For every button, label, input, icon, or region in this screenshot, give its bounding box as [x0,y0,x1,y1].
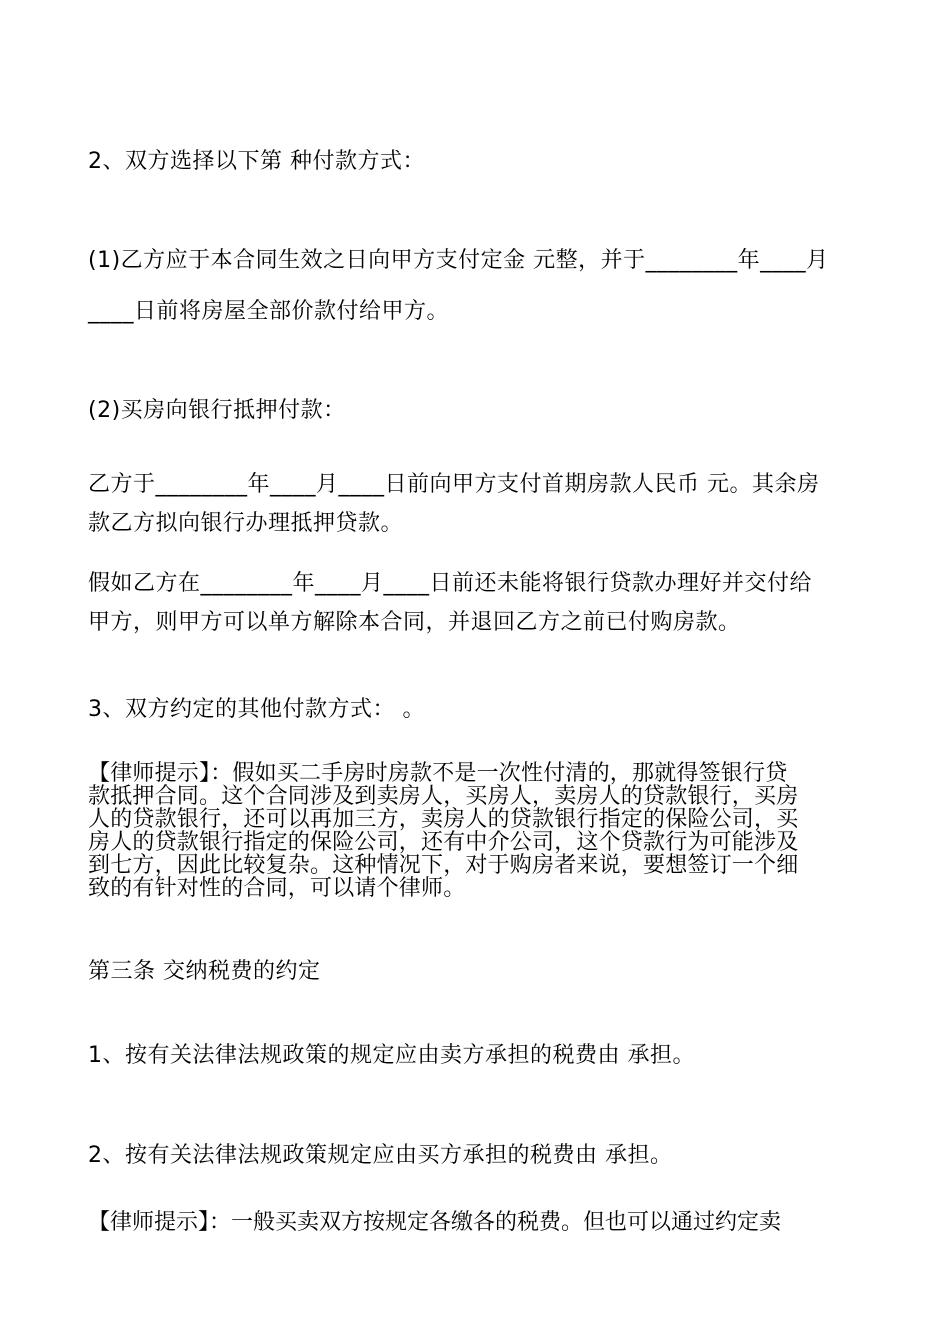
option-1-line-1: (1)乙方应于本合同生效之日向甲方支付定金 元整，并于________年____月 [88,248,829,273]
lawyer-tip-1-line: 【律师提示】：假如买二手房时房款不是一次性付清的，那就得签银行贷 [88,761,788,786]
lawyer-tip-2: 【律师提示】：一般买卖双方按规定各缴各的税费。但也可以通过约定卖 [88,1210,782,1235]
article-3-heading: 第三条 交纳税费的约定 [88,959,321,984]
option-2-line-4: 甲方，则甲方可以单方解除本合同，并退回乙方之前已付购房款。 [88,610,741,635]
lawyer-tip-1-line: 致的有针对性的合同，可以请个律师。 [88,876,466,901]
lawyer-tip-1-line: 房人的贷款银行指定的保险公司，还有中介公司，这个贷款行为可能涉及 [88,830,799,855]
option-1-line-2: ____日前将房屋全部价款付给甲方。 [88,299,450,324]
lawyer-tip-1-line: 人的贷款银行，还可以再加三方，卖房人的贷款银行指定的保险公司，买 [88,807,799,832]
article-3-item-2: 2、按有关法律法规政策规定应由买方承担的税费由 承担。 [88,1143,673,1168]
payment-method-choice: 2、双方选择以下第 种付款方式： [88,149,425,174]
option-2-line-3: 假如乙方在________年____月____日前还未能将银行贷款办理好并交付给 [88,571,813,596]
option-2-line-2: 款乙方拟向银行办理抵押贷款。 [88,511,404,536]
lawyer-tip-1 [88,762,868,900]
article-3-item-1: 1、按有关法律法规政策的规定应由卖方承担的税费由 承担。 [88,1043,695,1068]
option-2-heading: (2)买房向银行抵押付款： [88,398,346,423]
lawyer-tip-1-line: 到七方，因此比较复杂。这种情况下，对于购房者来说，要想签订一个细 [88,853,799,878]
option-2-line-1: 乙方于________年____月____日前向甲方支付首期房款人民币 元。其余房 [88,472,820,497]
lawyer-tip-1-line: 款抵押合同。这个合同涉及到卖房人，买房人，卖房人的贷款银行，买房 [88,784,799,809]
other-payment-method: 3、双方约定的其他付款方式： 。 [88,697,425,722]
